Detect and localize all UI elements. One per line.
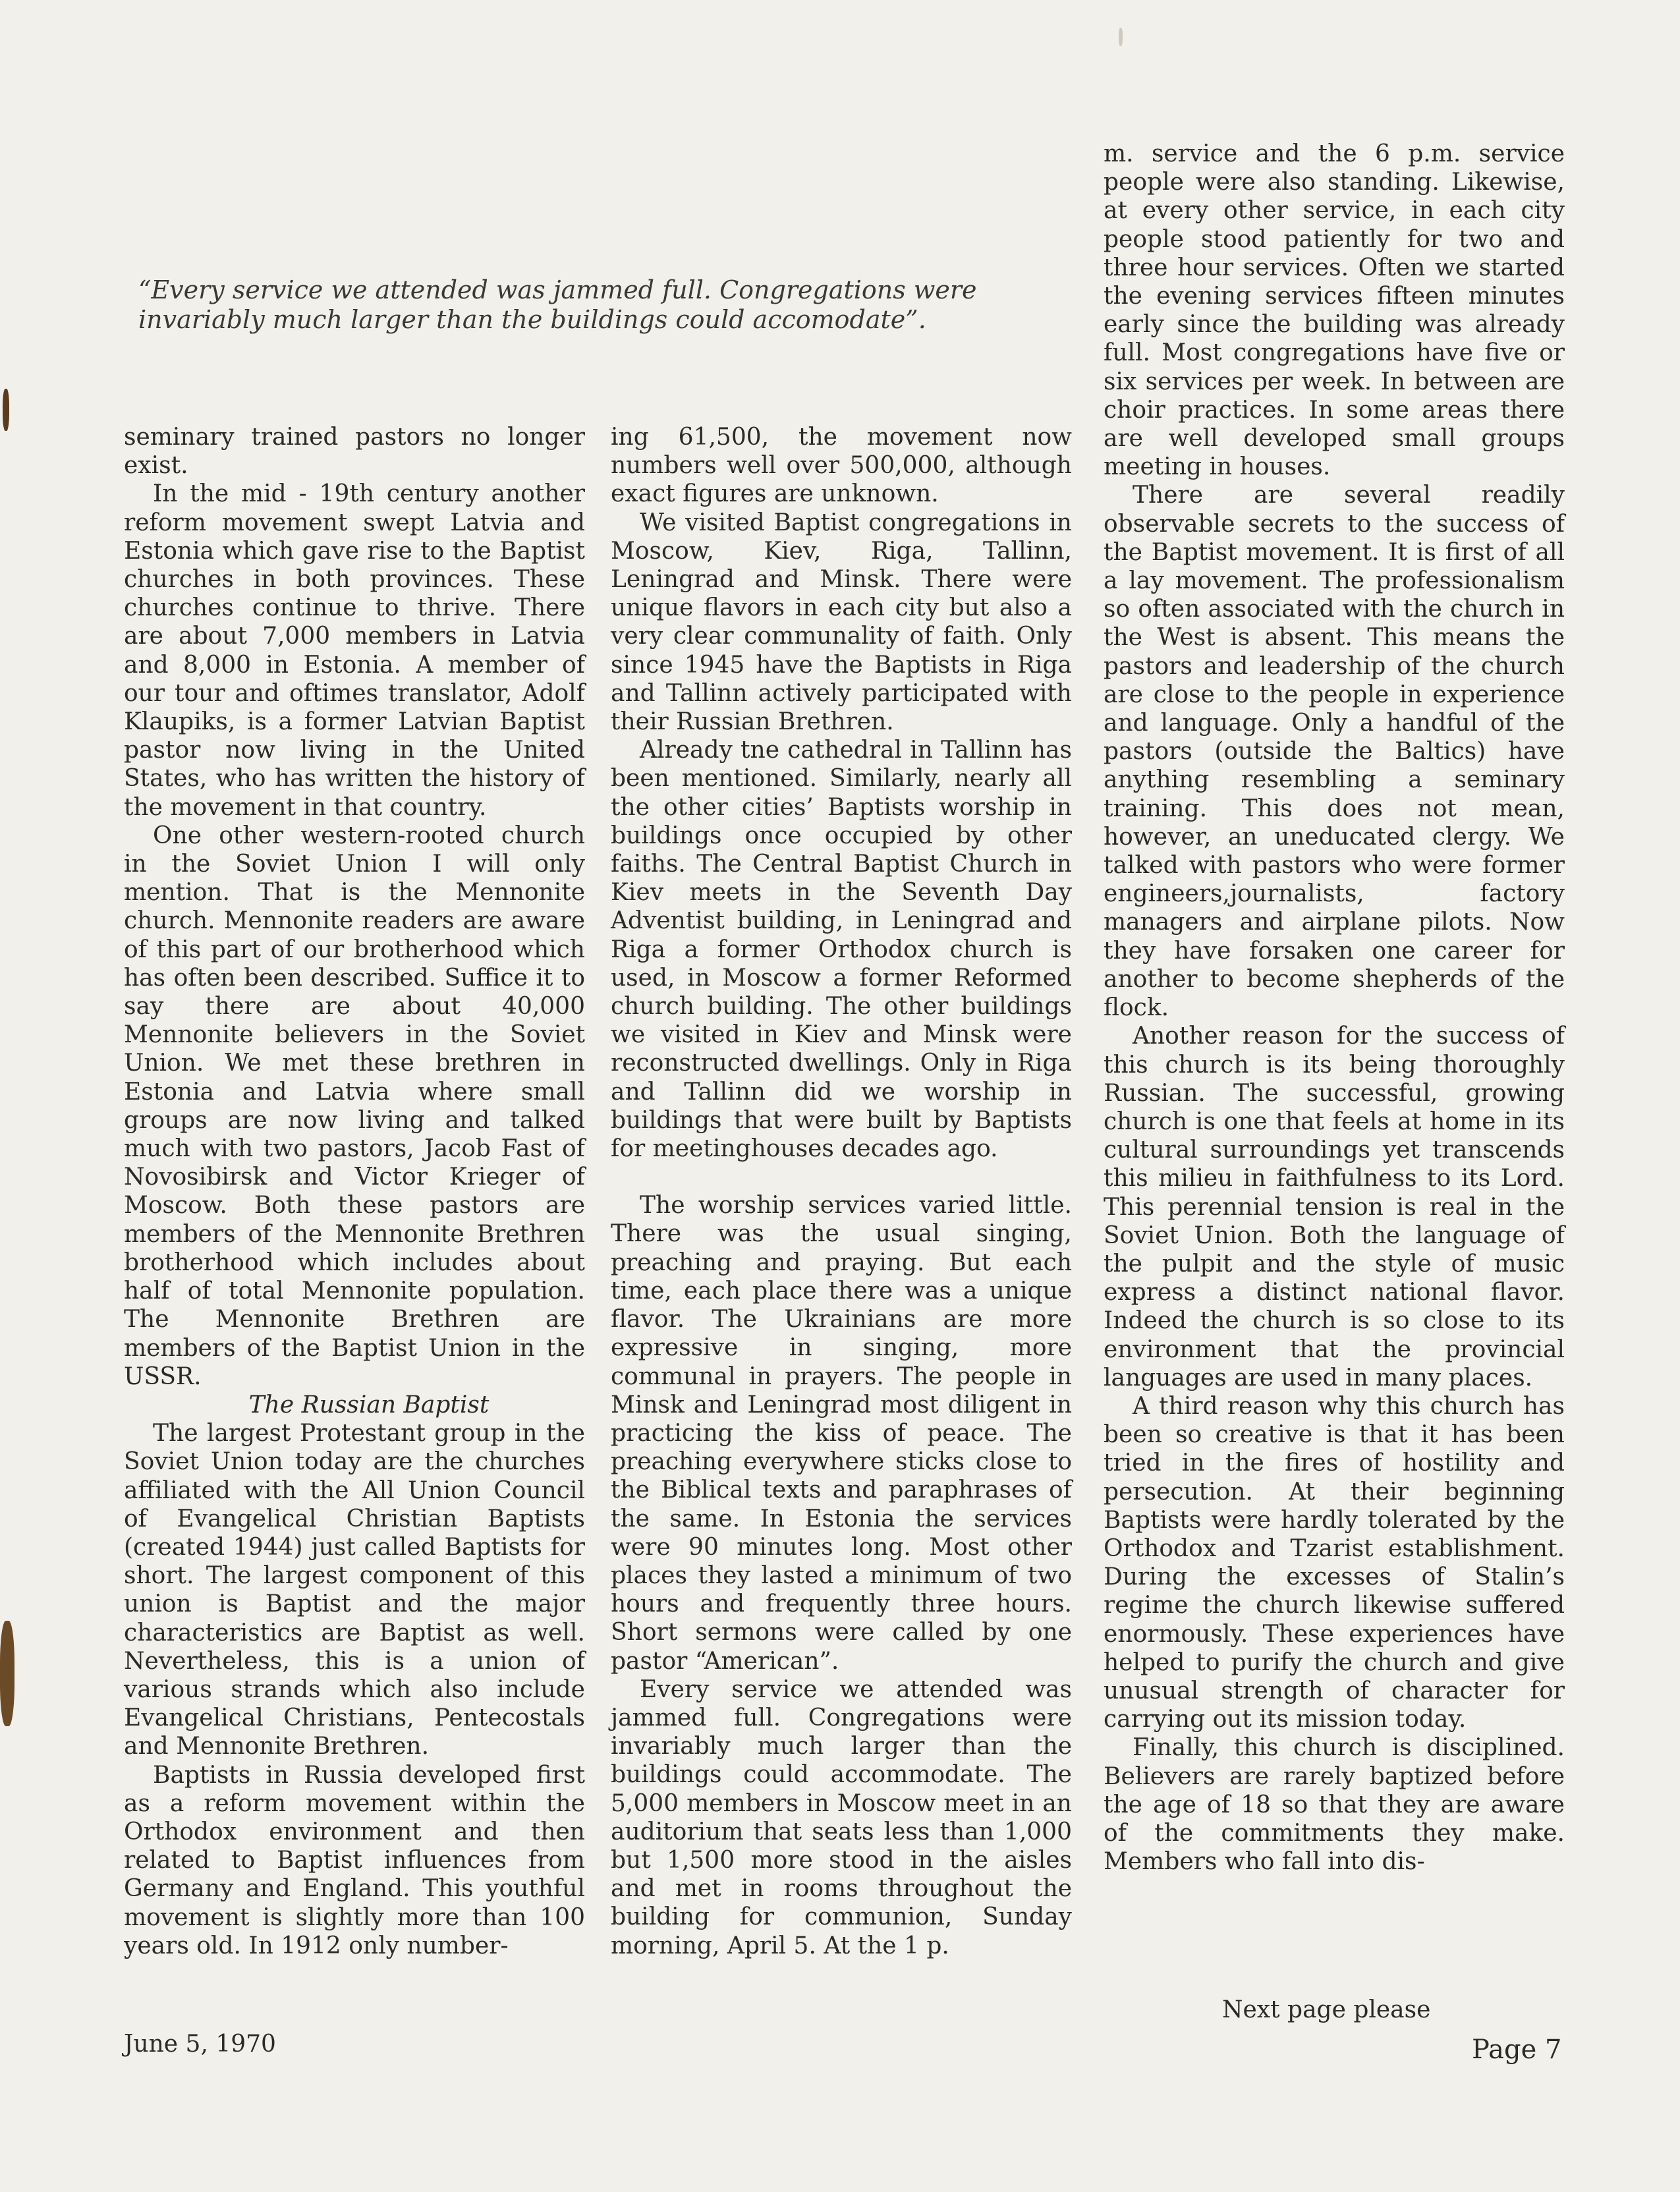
paper-edge-mark	[0, 1621, 14, 1726]
paragraph: ing 61,500, the movement now numbers well over 500,000, although exact figures are unknown.	[611, 424, 1072, 508]
section-break	[611, 1163, 1072, 1191]
paragraph: One other western-rooted church in the Soviet Union I will only mention. That is the Mennonite church. Mennonite readers are aware of this part of our brotherhood which has often been described. Suffice it to say there are about 40,000 Mennonite believers in the Soviet Union. We met these brethren in Estonia and Latvia where small groups are now living and talked much with two pastors, Jacob Fast of Novosibirsk and Victor Krieger of Moscow. Both these pastors are members of the Mennonite Brethren brotherhood which includes about half of total Mennonite population. The Mennonite Brethren are members of the Baptist Union in the USSR.	[124, 822, 585, 1390]
paragraph: The largest Protestant group in the Soviet Union today are the churches affiliated with the All Union Council of Evangelical Christian Baptists (created 1944) just called Baptists for short. The largest component of this union is Baptist and the major characteristics are Baptist as well. Nevertheless, this is a union of various strands which also include Evangelical Christians, Pentecostals and Mennonite Brethren.	[124, 1420, 585, 1760]
middle-column	[611, 423, 1072, 1960]
paragraph: m. service and the 6 p.m. service people were also standing. Likewise, at every other service, in each city people stood patiently for two and three hour services. Often we started the evening services fifteen minutes early since the building was already full. Most congregations have five or six services per week. In between are choir practices. In some areas there are well developed small groups meeting in houses.	[1104, 140, 1565, 481]
paragraph: A third reason why this church has been so creative is that it has been tried in the fires of hostility and persecution. At their beginning Baptists were hardly tolerated by the Orthodox and Tzarist establishment. During the excesses of Stalin’s regime the church likewise suffered enormously. These experiences have helped to purify the church and give unusual strength of character for carrying out its mission today.	[1104, 1392, 1565, 1733]
right-column	[1104, 140, 1565, 1876]
left-column	[124, 423, 585, 1960]
paper-speck	[1119, 28, 1123, 46]
paragraph: There are several readily observable secrets to the success of the Baptist movement. It is first of all a lay movement. The professionalism so often associated with the church in the West is absent. This means the pastors and leadership of the church are close to the people in experience and language. Only a handful of the pastors (outside the Baltics) have anything resembling a seminary training. This does not mean, however, an uneducated clergy. We talked with pastors who were former engineers,journalists, factory managers and airplane pilots. Now they have forsaken one career for another to become shepherds of the flock.	[1104, 482, 1565, 1022]
page-number: Page 7	[1472, 2035, 1562, 2065]
footer-date: June 5, 1970	[124, 2031, 276, 2058]
paragraph: seminary trained pastors no longer exist.	[124, 424, 585, 480]
paragraph: We visited Baptist congregations in Moscow, Kiev, Riga, Tallinn, Leningrad and Minsk. There were unique flavors in each city but also a very clear communality of faith. Only since 1945 have the Baptists in Riga and Tallinn actively participated with their Russian Brethren.	[611, 509, 1072, 736]
paragraph: The worship services varied little. There was the usual singing, preaching and praying. But each time, each place there was a unique flavor. The Ukrainians are more expressive in singing, more communal in prayers. The people in Minsk and Leningrad most diligent in practicing the kiss of peace. The preaching everywhere sticks close to the Biblical texts and paraphrases of the same. In Estonia the services were 90 minutes long. Most other places they lasted a minimum of two hours and frequently three hours. Short sermons were called by one pastor “American”.	[611, 1192, 1072, 1675]
paper-edge-mark	[3, 389, 9, 431]
paragraph: Every service we attended was jammed full. Congregations were invariably much larger than the buildings could accommodate. The 5,000 members in Moscow meet in an auditorium that seats less than 1,000 but 1,500 more stood in the aisles and met in rooms throughout the building for communion, Sunday morning, April 5. At the 1 p.	[611, 1675, 1072, 1959]
paragraph: Baptists in Russia developed first as a reform movement within the Orthodox environment and then related to Baptist influences from Germany and England. This youthful movement is slightly more than 100 years old. In 1912 only number-	[124, 1761, 585, 1959]
paragraph: Finally, this church is disciplined. Believers are rarely baptized before the age of 18 so that they are aware of the commitments they make. Members who fall into dis-	[1104, 1734, 1565, 1876]
paragraph: Another reason for the success of this church is its being thoroughly Russian. The successful, growing church is one that feels at home in its cultural surroundings yet transcends this milieu in faithfulness to its Lord. This perennial tension is real in the Soviet Union. Both the language of the pulpit and the style of music express a distinct national flavor. Indeed the church is so close to its environment that the provincial languages are used in many places.	[1104, 1023, 1565, 1391]
paragraph: Already tne cathedral in Tallinn has been mentioned. Similarly, nearly all the other cities’ Baptists worship in buildings once occupied by other faiths. The Central Baptist Church in Kiev meets in the Seventh Day Adventist building, in Leningrad and Riga a former Orthodox church is used, in Moscow a former Reformed church building. The other buildings we visited in Kiev and Minsk were reconstructed dwellings. Only in Riga and Tallinn did we worship in buildings that were built by Baptists for meetinghouses decades ago.	[611, 737, 1072, 1163]
paragraph: In the mid - 19th century another reform movement swept Latvia and Estonia which gave rise to the Baptist churches in both provinces. These churches continue to thrive. There are about 7,000 members in Latvia and 8,000 in Estonia. A member of our tour and oftimes translator, Adolf Klaupiks, is a former Latvian Baptist pastor now living in the United States, who has written the history of the movement in that country.	[124, 480, 585, 821]
continued-note: Next page please	[1222, 1996, 1431, 2023]
pull-quote: “Every service we attended was jammed full. Congregations were invariably much larger than the buildings could accomodate”.	[138, 275, 977, 334]
section-heading: The Russian Baptist	[248, 1391, 490, 1419]
